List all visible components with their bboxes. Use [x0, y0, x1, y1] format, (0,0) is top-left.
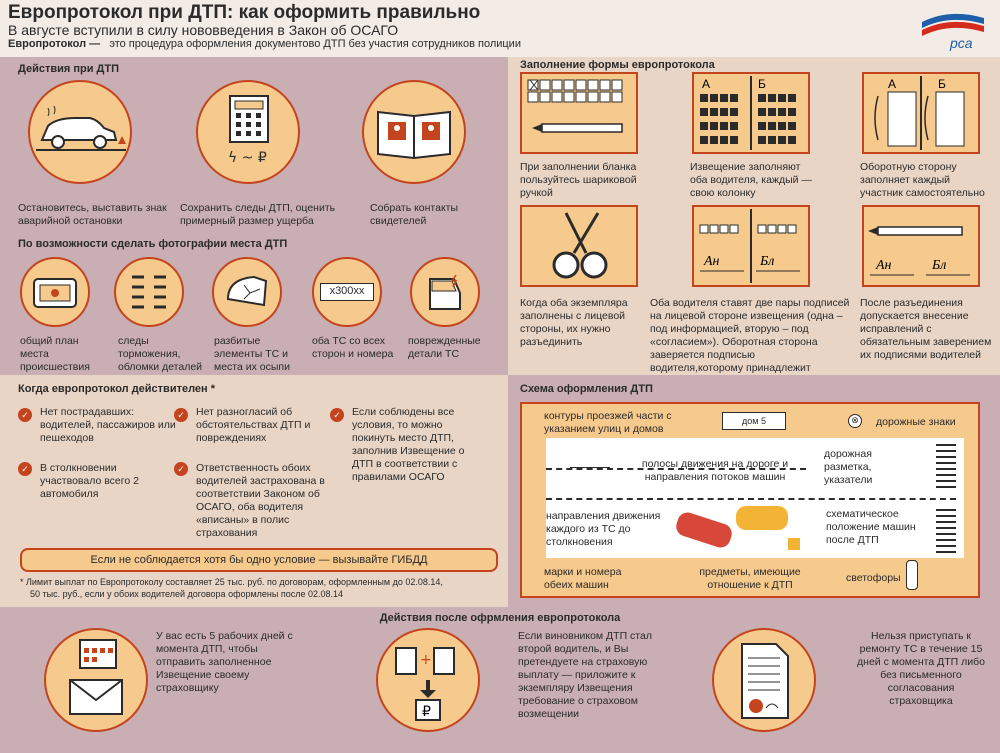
form-box-1: [520, 72, 638, 154]
col-a-label: А: [702, 77, 711, 91]
skid-marks-icon: [116, 259, 182, 325]
form-caption-2: Извещение заполняют оба водителя, каждый — свою колонку: [690, 161, 812, 199]
lanes-label: полосы движения на дороге и направления потоков машин: [641, 458, 789, 483]
broken-mirror-icon: [214, 259, 280, 325]
directions-label: направления движения каждого из ТС до столкновения: [546, 510, 661, 548]
valid-item-1: Нет пострадавших: водителей, пассажиров или пешеходов: [40, 406, 176, 444]
check-icon: ✓: [174, 408, 188, 422]
signature-b-2: Бл: [932, 258, 947, 273]
license-plate: х300хх: [320, 283, 374, 301]
photo-circle-4: [312, 257, 382, 327]
call-police-notice: Если не соблюдается хотя бы одно условие — вызывайте ГИБДД: [20, 548, 498, 572]
crosswalk: [936, 505, 956, 555]
action-circle-1: [28, 80, 132, 184]
calc-symbols: ϟ ~ ₽: [228, 150, 267, 166]
form-caption-3: Оборотную сторону заполняет каждый участник самостоятельно: [860, 161, 985, 199]
after-circle-2: [376, 628, 480, 732]
car-warning-icon: [30, 82, 130, 182]
form-caption-6: После разъединения допускается внесение исправлений с обязательным заверением их подписями водителей: [860, 297, 992, 361]
check-icon: ✓: [330, 408, 344, 422]
definition: [8, 38, 521, 50]
definition-text: это процедура оформления документово ДТП без участия сотрудников полиции: [109, 38, 521, 50]
contacts-book-icon: [364, 82, 464, 182]
scissors-icon: [522, 207, 636, 285]
svg-text:+: +: [420, 652, 432, 668]
lane-divider: [546, 498, 956, 500]
lane-arrow-icon: [570, 467, 610, 468]
page-title: Европротокол при ДТП: как оформить правильно: [8, 2, 481, 23]
actions-title: Действия при ДТП: [18, 63, 119, 75]
position-label: схематическое положение машин после ДТП: [826, 508, 916, 546]
form-caption-5: Оба водителя ставят две пары подписей на лицевой стороне извещения (одна – под информацией, вторую – под «согласием»). Оборотная сторона заверяется подписью водителя,которому принадлежит: [650, 297, 850, 374]
after-caption-1: У вас есть 5 рабочих дней с момента ДТП, чтобы отправить заполненное Извещение своему страховщику: [156, 630, 293, 694]
scheme-title: Схема оформления ДТП: [520, 383, 653, 395]
back-side-form-icon: [864, 74, 978, 152]
signature-a-2: Ан: [876, 258, 892, 273]
photo-circle-1: [20, 257, 90, 327]
correction-pen-icon: [864, 207, 978, 285]
documents-ruble-icon: [378, 630, 478, 730]
signature-b: Бл: [760, 254, 775, 269]
valid-item-4: Ответственность обоих водителей застрахована в соответствии Законом об ОСАГО, оба водителя «вписаны» в полис страхования: [196, 462, 325, 539]
photo-circle-3: [212, 257, 282, 327]
footnote-line-1: * Лимит выплат по Европротоколу составляет 25 тыс. руб. по договорам, оформленным до 02.08.14,: [20, 577, 443, 587]
logo-text: рса: [950, 35, 973, 51]
after-circle-1: [44, 628, 148, 732]
valid-item-2: В столкновении участвовало всего 2 автомобиля: [40, 462, 139, 500]
form-box-6: [862, 205, 980, 287]
damaged-door-icon: [412, 259, 478, 325]
marking-label: дорожная разметка, указатели: [824, 448, 873, 486]
valid-item-3: Нет разногласий об обстоятельствах ДТП и повреждениях: [196, 406, 311, 444]
signatures-icon: [694, 207, 808, 285]
action-caption-3: Собрать контакты свидетелей: [370, 202, 459, 227]
photo-caption-2: следы торможения, обломки деталей: [118, 335, 203, 373]
signs-label: дорожные знаки: [876, 416, 956, 428]
col-b-label: Б: [758, 77, 766, 91]
road-contours-label: контуры проезжей части с указанием улиц и домов: [544, 410, 672, 435]
photo-circle-5: [410, 257, 480, 327]
after-panel: [0, 607, 1000, 753]
rsa-flag-icon: [914, 8, 986, 52]
pen-form-icon: [522, 74, 636, 152]
form-title: Заполнение формы европротокола: [520, 59, 715, 71]
after-caption-3: Нельзя приступать к ремонту ТС в течение 15 дней с момента ДТП либо без письменного согласования страховщика: [857, 630, 985, 707]
object-marker: [788, 538, 800, 550]
action-caption-1: Остановитесь, выставить знак аварийной остановки: [18, 202, 167, 227]
photo-caption-4: оба ТС со всех сторон и номера: [312, 335, 394, 360]
signature-a: Ан: [704, 254, 720, 269]
form-box-3: [862, 72, 980, 154]
photo-caption-3: разбитые элементы ТС и места их осыпи: [214, 335, 290, 373]
col-b-label-2: Б: [938, 77, 946, 91]
check-icon: ✓: [18, 408, 32, 422]
form-box-5: [692, 205, 810, 287]
after-caption-2: Если виновником ДТП стал второй водитель, и Вы претендуете на страховую выплату — приложите к экземпляру Извещения требование о страховом возмещении: [518, 630, 652, 720]
camera-icon: [22, 259, 88, 325]
footnote-line-2: 50 тыс. руб., если у обоих водителей договора оформлены после 02.08.14: [30, 589, 344, 599]
lights-label: светофоры: [846, 572, 901, 584]
two-columns-form-icon: [694, 74, 808, 152]
calendar-envelope-icon: [46, 630, 146, 730]
house-label: дом 5: [722, 412, 786, 430]
col-a-label-2: А: [888, 77, 897, 91]
form-caption-4: Когда оба экземпляра заполнены с лицевой стороны, их нужно разъединить: [520, 297, 628, 348]
after-circle-3: [712, 628, 816, 732]
road-sign-icon: ⊗: [848, 414, 862, 428]
action-caption-2: Сохранить следы ДТП, оценить примерный размер ущерба: [180, 202, 336, 227]
form-caption-1: При заполнении бланка пользуйтесь шариковой ручкой: [520, 161, 637, 199]
objects-label: предметы, имеющие отношение к ДТП: [699, 566, 801, 591]
signed-document-icon: [714, 630, 814, 730]
page-subtitle: В августе вступили в силу нововведения в Закон об ОСАГО: [8, 22, 399, 38]
check-icon: ✓: [174, 462, 188, 476]
car-yellow-icon: [736, 506, 788, 530]
crosswalk: [936, 440, 956, 490]
definition-term: Европротокол —: [8, 38, 101, 50]
plates-label: марки и номера обеих машин: [544, 566, 622, 591]
form-box-4: [520, 205, 638, 287]
ruble-sign: ₽: [422, 704, 431, 720]
after-title: Действия после офрмления европротокола: [379, 612, 621, 624]
form-box-2: [692, 72, 810, 154]
photo-caption-5: поврежденные детали ТС: [408, 335, 481, 360]
photo-caption-1: общий план места происшествия: [20, 335, 90, 373]
action-circle-2: [196, 80, 300, 184]
photos-title: По возможности сделать фотографии места ДТП: [18, 238, 288, 250]
valid-title: Когда европротокол действителен *: [18, 383, 216, 395]
action-circle-3: [362, 80, 466, 184]
check-icon: ✓: [18, 462, 32, 476]
traffic-light-icon: [906, 560, 918, 590]
rsa-logo: [914, 8, 986, 52]
photo-circle-2: [114, 257, 184, 327]
valid-item-5: Если соблюдены все условия, то можно покинуть место ДТП, заполнив Извещение о ДТП в соответствии с правилами ОСАГО: [352, 406, 465, 483]
calculator-icon: [198, 82, 298, 182]
